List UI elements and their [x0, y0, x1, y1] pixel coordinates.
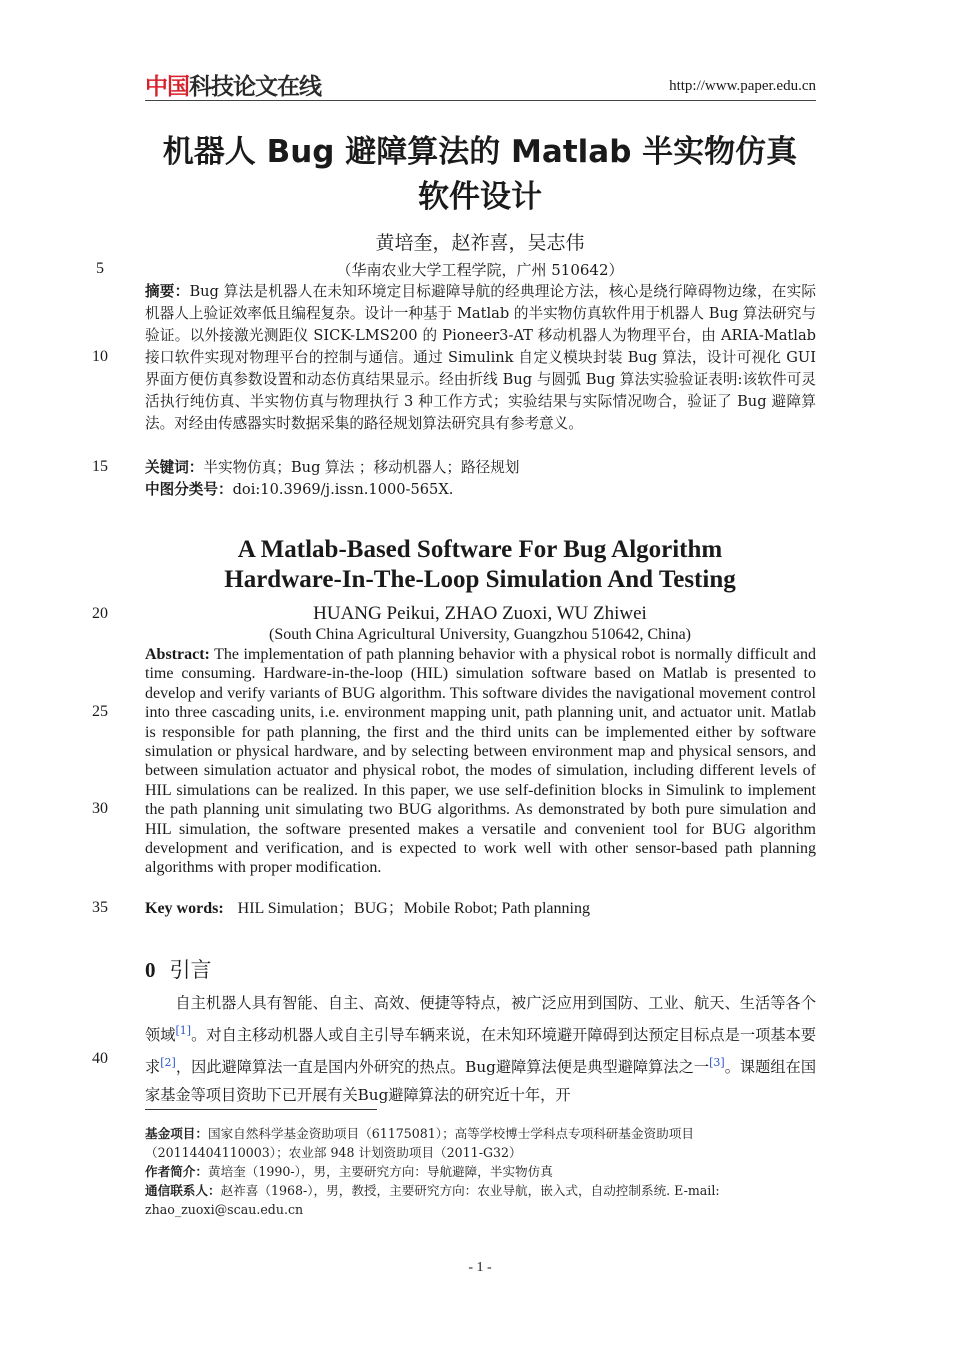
- footnote-fund-label: 基金项目：: [145, 1126, 208, 1141]
- affiliation-en: (South China Agricultural University, Guangzhou 510642, China): [268, 626, 691, 643]
- title-en-line2: Hardware-In-The-Loop Simulation And Testing: [224, 566, 736, 593]
- footnote-fund-text: 国家自然科学基金资助项目（61175081）；高等学校博士学科点专项科研基金资助项目（20114404110003）；农业部 948 计划资助项目（2011-G32）: [145, 1126, 694, 1160]
- line-number: 40: [92, 1050, 108, 1067]
- clc-zh-text: doi:10.3969/j.issn.1000-565X.: [232, 481, 454, 498]
- citation-link[interactable]: [2]: [160, 1056, 176, 1070]
- footnote-author: [145, 1162, 816, 1181]
- line-number: 5: [96, 260, 104, 277]
- footnote-contact: [145, 1181, 816, 1219]
- section-heading: [145, 954, 212, 984]
- footnote-author-text: 黄培奎（1990-），男，主要研究方向：导航避障，半实物仿真: [207, 1164, 553, 1179]
- line-number: 15: [92, 458, 108, 475]
- footnote-author-label: 作者简介：: [145, 1164, 208, 1179]
- keywords-zh-text: 半实物仿真；Bug 算法 ；移动机器人；路径规划: [203, 459, 520, 476]
- intro-sentence: 自主机器人具有智能、自主、高效、便捷等特点，被广泛应用到国防、工业、航天、生活等各个领域: [145, 994, 816, 1045]
- footnote-rule: [145, 1109, 377, 1110]
- abstract-zh-text: Bug 算法是机器人在未知环境定目标避障导航的经典理论方法，核心是绕行障碍物边缘，在实际机器人上验证效率低且编程复杂。设计一种基于 Matlab 的半实物仿真软件用于机器人 Bug 算法研究与验证。以外接激光测距仪 SICK-LMS200 的 Pioneer3-AT 移动机器人为物理平台，由 ARIA-Matlab 接口软件实现对物理平台的控制与通信。通过 Simulink 自定义模块封装 Bug 算法，设计可视化 GUI 界面方便仿真参数设置和动态仿真结果显示。经由折线 Bug 与圆弧 Bug 算法实验验证表明:该软件可灵活执行纯仿真、半实物仿真与物理执行 3 种工作方式；实验结果与实际情况吻合，验证了 Bug 避障算法。对经由传感器实时数据采集的路径规划算法研究具有参考意义。: [145, 283, 816, 432]
- authors-zh: 黄培奎，赵祚喜，吴志伟: [375, 232, 585, 254]
- clc-zh-label: 中图分类号：: [145, 481, 233, 498]
- abstract-en: [145, 645, 816, 878]
- site-logo: [145, 68, 321, 101]
- citation-link[interactable]: [3]: [709, 1056, 725, 1070]
- title-zh-line1: 机器人 Bug 避障算法的 Matlab 半实物仿真: [162, 134, 798, 170]
- logo-dark-part: 科技论文在线: [189, 74, 321, 100]
- keywords-zh-label: 关键词：: [145, 459, 204, 476]
- logo-red-part: 中国: [145, 74, 189, 100]
- line-number: 30: [92, 800, 108, 817]
- abstract-en-text: The implementation of path planning behavior with a physical robot is normally difficult and time consuming. Hardware-in-the-loop (HIL) simulation software based on Matlab is presented to develop and verify variants of BUG algorithm. This software divides the navigational movement control into three cascading units, i.e. environment mapping unit, path planning unit, and actuator unit. Matlab is responsible for path planning, the first and the third units can be implemented either by software simulation or physical hardware, and by selecting between environment map and physical sensors, and between simulation actuator and physical robot, the modes of simulation, including different levels of HIL simulations can be realized. In this paper, we use self-definition blocks in Simulink to implement the path planning unit simulating two BUG algorithms. As demonstrated by both pure simulation and HIL simulation, the software presented makes a versatile and convenient tool for BUG algorithm development and verification, and is expected to work well with other sensor-based path planning algorithms with proper modification.: [145, 646, 816, 877]
- abstract-zh: [145, 281, 816, 435]
- clc-zh: [145, 479, 816, 501]
- line-number: 35: [92, 899, 108, 916]
- affiliation-zh: （华南农业大学工程学院，广州 510642）: [336, 261, 624, 279]
- footnote-contact-label: 通信联系人：: [145, 1183, 221, 1198]
- section-number: 0: [145, 958, 156, 982]
- title-en-line1: A Matlab-Based Software For Bug Algorithm: [237, 536, 723, 563]
- intro-sentence: 。课题组在国家基金等项目资助下已开展有关Bug避障算法的研究近十年，开: [145, 1058, 817, 1104]
- page-number: - 1 -: [468, 1260, 492, 1275]
- authors-en: HUANG Peikui, ZHAO Zuoxi, WU Zhiwei: [313, 603, 647, 624]
- footnote-contact-text: 赵祚喜（1968-），男，教授，主要研究方向：农业导航，嵌入式，自动控制系统. E-mail: zhao_zuoxi@scau.edu.cn: [145, 1183, 720, 1217]
- section-title: 引言: [169, 958, 212, 982]
- footnote-fund: [145, 1124, 816, 1162]
- page-header: [145, 66, 816, 101]
- intro-sentence: 。对自主移动机器人或自主引导车辆来说，在未知环境避开障碍到达预定目标点是一项基本要求: [145, 1026, 817, 1077]
- title-zh-line2: 软件设计: [418, 179, 542, 215]
- keywords-en: [145, 899, 816, 918]
- intro-paragraph: [145, 990, 816, 1109]
- keywords-zh: [145, 457, 816, 479]
- site-url: http://www.paper.edu.cn: [669, 78, 816, 94]
- abstract-zh-label: 摘要：: [145, 283, 190, 300]
- keywords-en-label: Key words:: [145, 900, 224, 917]
- line-number: 10: [92, 348, 108, 365]
- citation-link[interactable]: [1]: [175, 1024, 192, 1038]
- abstract-en-label: Abstract:: [145, 646, 210, 663]
- keywords-en-text: HIL Simulation；BUG；Mobile Robot; Path planning: [237, 900, 590, 917]
- line-number: 25: [92, 703, 108, 720]
- intro-sentence: ，因此避障算法一直是国内外研究的热点。Bug避障算法便是典型避障算法之一: [175, 1058, 710, 1077]
- line-number: 20: [92, 605, 108, 622]
